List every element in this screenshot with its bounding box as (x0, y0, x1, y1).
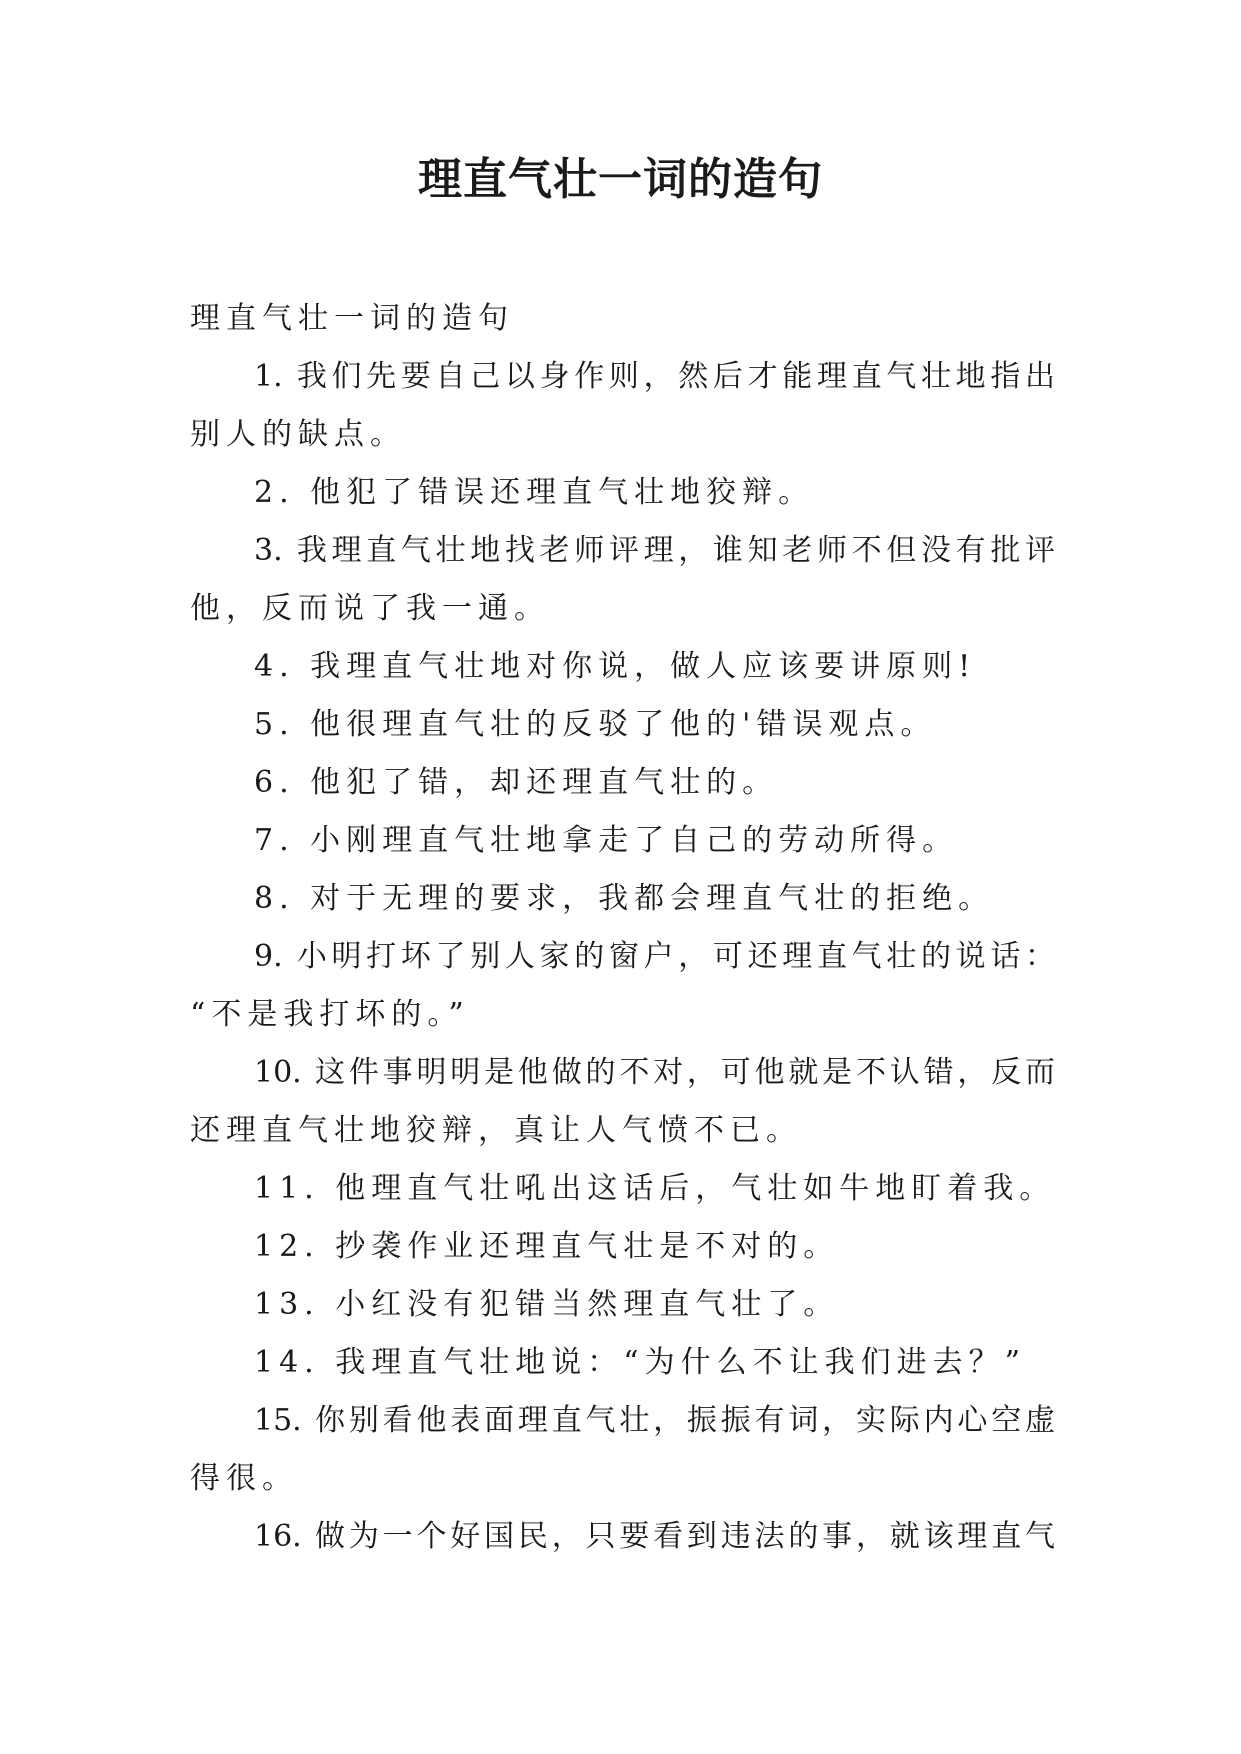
sentence-line: 14. 我理直气壮地说：“为什么不让我们进去？” (254, 1345, 1026, 1380)
sentence-list (190, 348, 1055, 1566)
sentence-line: 3. 我理直气壮地找老师评理，谁知老师不但没有批评 (254, 533, 1055, 568)
sentence-line: 4. 我理直气壮地对你说，做人应该要讲原则! (254, 649, 977, 684)
sentence-line: “不是我打坏的。” (190, 997, 470, 1032)
sentence-line: 9. 小明打坏了别人家的窗户，可还理直气壮的说话： (254, 939, 1055, 974)
document-subtitle: 理直气壮一词的造句 (190, 301, 514, 336)
document-body (190, 290, 1055, 1566)
sentence-line: 10. 这件事明明是他做的不对，可他就是不认错，反而 (254, 1055, 1055, 1090)
sentence-line: 12. 抄袭作业还理直气壮是不对的。 (254, 1229, 840, 1264)
sentence-line: 11. 他理直气壮吼出这话后，气壮如牛地盯着我。 (254, 1171, 1056, 1206)
sentence-line: 1. 我们先要自己以身作则，然后才能理直气壮地指出 (254, 359, 1055, 394)
sentence-line: 他，反而说了我一通。 (190, 591, 550, 626)
sentence-line: 别人的缺点。 (190, 417, 406, 452)
sentence-line: 7. 小刚理直气壮地拿走了自己的劳动所得。 (254, 823, 959, 858)
sentence-line: 得很。 (190, 1461, 298, 1496)
sentence-line: 15. 你别看他表面理直气壮，振振有词，实际内心空虚 (254, 1403, 1055, 1438)
document-title: 理直气壮一词的造句 (418, 154, 823, 205)
sentence-line: 5. 他很理直气壮的反驳了他的'错误观点。 (254, 707, 937, 742)
sentence-line: 13. 小红没有犯错当然理直气壮了。 (254, 1287, 840, 1322)
sentence-line: 2. 他犯了错误还理直气壮地狡辩。 (254, 475, 815, 510)
sentence-line: 还理直气壮地狡辩，真让人气愤不已。 (190, 1113, 802, 1148)
sentence-line: 16. 做为一个好国民，只要看到违法的事，就该理直气 (254, 1519, 1055, 1554)
sentence-line: 6. 他犯了错，却还理直气壮的。 (254, 765, 779, 800)
sentence-line: 8. 对于无理的要求，我都会理直气壮的拒绝。 (254, 881, 995, 916)
